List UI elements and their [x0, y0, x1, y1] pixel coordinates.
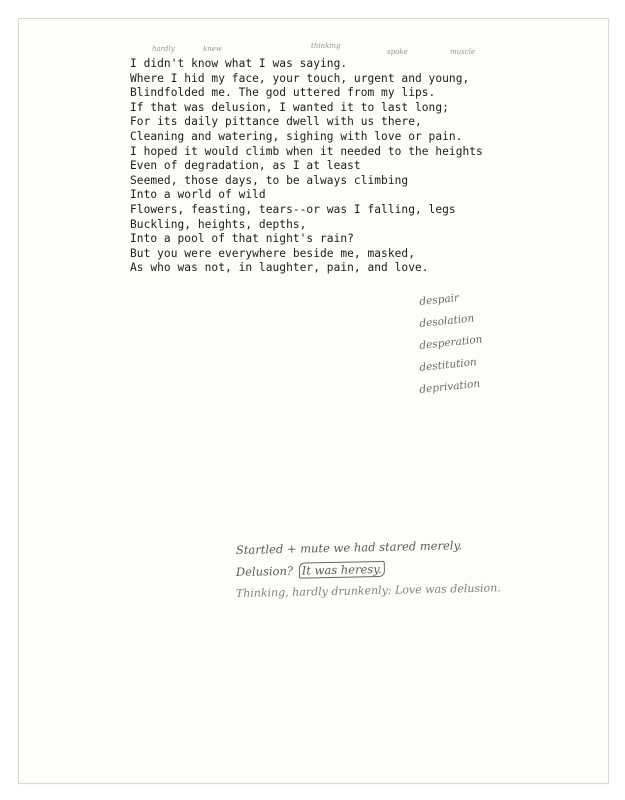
poem-line: But you were everywhere beside me, masked,	[130, 246, 415, 260]
poem-line: If that was delusion, I wanted it to last long;	[130, 100, 449, 114]
handwritten-mark-spoke: spoke	[387, 48, 408, 56]
note-fragment: Delusion?	[235, 563, 294, 579]
poem-line: Blindfolded me. The god uttered from my lips.	[130, 86, 436, 100]
poem-line: For its daily pittance dwell with us there,	[130, 115, 422, 129]
poem-line: Seemed, those days, to be always climbing	[130, 173, 409, 187]
margin-word: deprivation	[418, 377, 481, 396]
poem-line: I didn't know what I was saying.	[130, 57, 348, 70]
poem-line: Even of degradation, as I at least	[130, 159, 361, 173]
handwritten-mark-muscle: muscle	[450, 48, 476, 56]
note-line: Startled + mute we had stared merely.	[235, 538, 463, 557]
margin-word: desperation	[418, 333, 483, 352]
margin-word: destitution	[418, 356, 478, 374]
handwritten-mark-knew: knew	[203, 45, 222, 53]
margin-word: desolation	[418, 312, 475, 330]
note-line: Thinking, hardly drunkenly: Love was delusion.	[235, 581, 501, 600]
margin-word: despair	[418, 291, 460, 308]
poem-line: Into a world of wild	[130, 188, 266, 202]
poem-line: As who was not, in laughter, pain, and love.	[130, 261, 429, 275]
poem-line: Into a pool of that night's rain?	[130, 232, 354, 246]
margin-word-list	[418, 291, 483, 406]
poem-line: Where I hid my face, your touch, urgent and young,	[130, 71, 470, 85]
poem-line: Cleaning and watering, sighing with love or pain.	[130, 129, 463, 143]
handwritten-mark-hardly: hardly	[152, 45, 175, 53]
boxed-note: It was heresy.	[299, 561, 385, 579]
handwritten-notes	[235, 538, 501, 609]
handwritten-mark-thinking: thinking	[311, 42, 341, 50]
poem-line: Buckling, heights, depths,	[130, 217, 307, 231]
poem-line: I hoped it would climb when it needed to the heights	[130, 144, 483, 158]
poem-line: Flowers, feasting, tears--or was I falling, legs	[130, 202, 456, 216]
typed-poem	[130, 57, 483, 276]
